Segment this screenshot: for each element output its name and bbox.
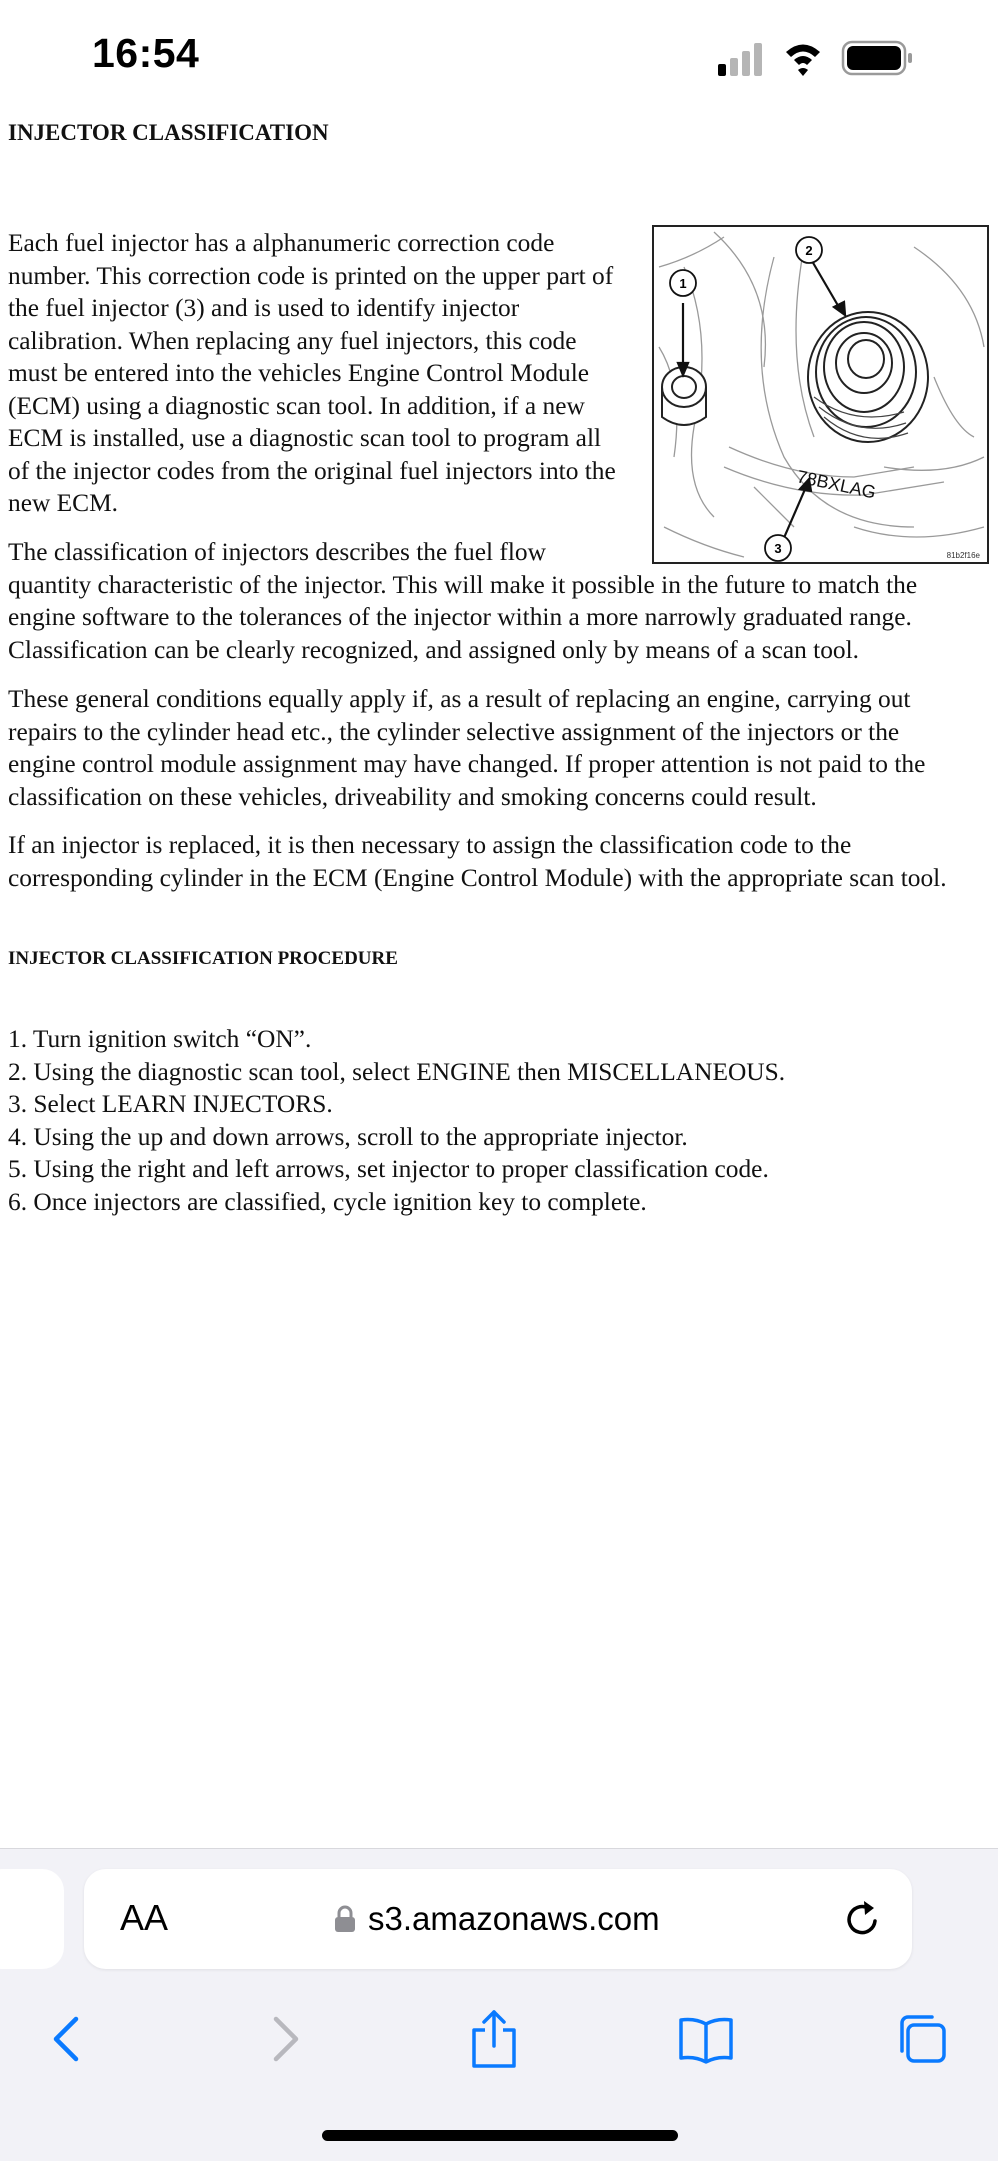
paragraph-line: classification on these vehicles, driveability and smoking concerns could result. bbox=[8, 782, 817, 811]
paragraph-line: the fuel injector (3) and is used to identify injector bbox=[8, 294, 520, 322]
paragraph-line: number. This correction code is printed on the upper part of bbox=[8, 261, 614, 290]
paragraph-line: If an injector is replaced, it is then necessary to assign the classification code to the bbox=[8, 831, 852, 859]
procedure-step: 6. Once injectors are classified, cycle ignition key to complete. bbox=[8, 1187, 647, 1216]
injector-figure bbox=[652, 225, 989, 564]
wifi-icon bbox=[786, 45, 820, 77]
paragraph-line: corresponding cylinder in the ECM (Engine Control Module) with the appropriate scan tool. bbox=[8, 863, 947, 892]
procedure-steps bbox=[8, 1023, 785, 1218]
previous-tab-card[interactable] bbox=[0, 1869, 64, 1969]
page-heading: INJECTOR CLASSIFICATION bbox=[8, 120, 329, 145]
browser-toolbar-area bbox=[0, 1848, 998, 2161]
procedure-step: 1. Turn ignition switch “ON”. bbox=[8, 1025, 312, 1053]
address-bar[interactable] bbox=[84, 1869, 912, 1969]
procedure-step: 2. Using the diagnostic scan tool, select ENGINE then MISCELLANEOUS. bbox=[8, 1057, 786, 1086]
share-button[interactable] bbox=[454, 1999, 534, 2079]
paragraph-line: (ECM) using a diagnostic scan tool. In addition, if a new bbox=[8, 391, 585, 420]
paragraph-line: Classification can be clearly recognized, and assigned only by means of a scan tool. bbox=[8, 635, 860, 664]
lock-icon bbox=[334, 1905, 356, 1933]
back-button[interactable] bbox=[26, 1999, 106, 2079]
tabs-icon bbox=[892, 2011, 948, 2067]
procedure-step: 4. Using the up and down arrows, scroll to the appropriate injector. bbox=[8, 1122, 688, 1151]
paragraph-3 bbox=[8, 683, 993, 813]
text-size-button[interactable] bbox=[120, 1897, 168, 1939]
bookmarks-button[interactable] bbox=[666, 1999, 746, 2079]
forward-icon bbox=[266, 2013, 306, 2065]
paragraph-line: calibration. When replacing any fuel injectors, this code bbox=[8, 326, 577, 355]
figure-callout-3: 3 bbox=[774, 541, 782, 556]
paragraph-line: quantity characteristic of the injector. This will make it possible in the future to match the bbox=[8, 570, 918, 599]
figure-id: 81b2f16e bbox=[946, 551, 980, 560]
paragraph-4 bbox=[8, 829, 993, 894]
paragraph-line: engine control module assignment may have changed. If proper attention is not paid to the bbox=[8, 750, 926, 778]
paragraph-line: repairs to the cylinder head etc., the cylinder selective assignment of the injectors or the bbox=[8, 717, 900, 746]
bottom-toolbar bbox=[0, 1999, 998, 2079]
procedure-step: 5. Using the right and left arrows, set injector to proper classification code. bbox=[8, 1155, 769, 1183]
paragraph-line: Each fuel injector has a alphanumeric correction code bbox=[8, 229, 555, 257]
figure-callout-2: 2 bbox=[805, 243, 813, 258]
status-icons bbox=[718, 38, 938, 78]
figure-callout-1: 1 bbox=[679, 276, 687, 291]
figure-code-text: 78BXLAG bbox=[795, 466, 878, 503]
text-size-label: AA bbox=[120, 1897, 169, 1938]
battery-icon bbox=[843, 42, 912, 74]
paragraph-line: The classification of injectors describes the fuel flow bbox=[8, 538, 546, 566]
paragraph-line: new ECM. bbox=[8, 489, 119, 517]
paragraph-line: ECM is installed, use a diagnostic scan tool to program all bbox=[8, 424, 602, 452]
paragraph-line: These general conditions equally apply if, as a result of replacing an engine, carrying out bbox=[8, 685, 911, 713]
procedure-step: 3. Select LEARN INJECTORS. bbox=[8, 1090, 333, 1118]
url-text: s3.amazonaws.com bbox=[368, 1900, 660, 1937]
tabs-button[interactable] bbox=[880, 1999, 960, 2079]
forward-button[interactable] bbox=[246, 1999, 326, 2079]
bookmarks-icon bbox=[677, 2014, 735, 2064]
share-icon bbox=[468, 2008, 520, 2070]
reload-icon[interactable] bbox=[838, 1895, 886, 1943]
url-display[interactable] bbox=[334, 1897, 660, 1941]
paragraph-1 bbox=[8, 227, 648, 520]
status-bar bbox=[0, 0, 998, 110]
home-indicator[interactable] bbox=[322, 2130, 678, 2141]
procedure-heading: INJECTOR CLASSIFICATION PROCEDURE bbox=[8, 948, 398, 969]
paragraph-line: of the injector codes from the original fuel injectors into the bbox=[8, 456, 616, 485]
signal-icon bbox=[718, 43, 762, 76]
status-time: 16:54 bbox=[92, 30, 200, 76]
paragraph-line: engine software to the tolerances of the injector within a more narrowly graduated range. bbox=[8, 603, 912, 631]
back-icon bbox=[46, 2013, 86, 2065]
paragraph-2 bbox=[8, 536, 993, 666]
paragraph-line: must be entered into the vehicles Engine Control Module bbox=[8, 359, 590, 387]
